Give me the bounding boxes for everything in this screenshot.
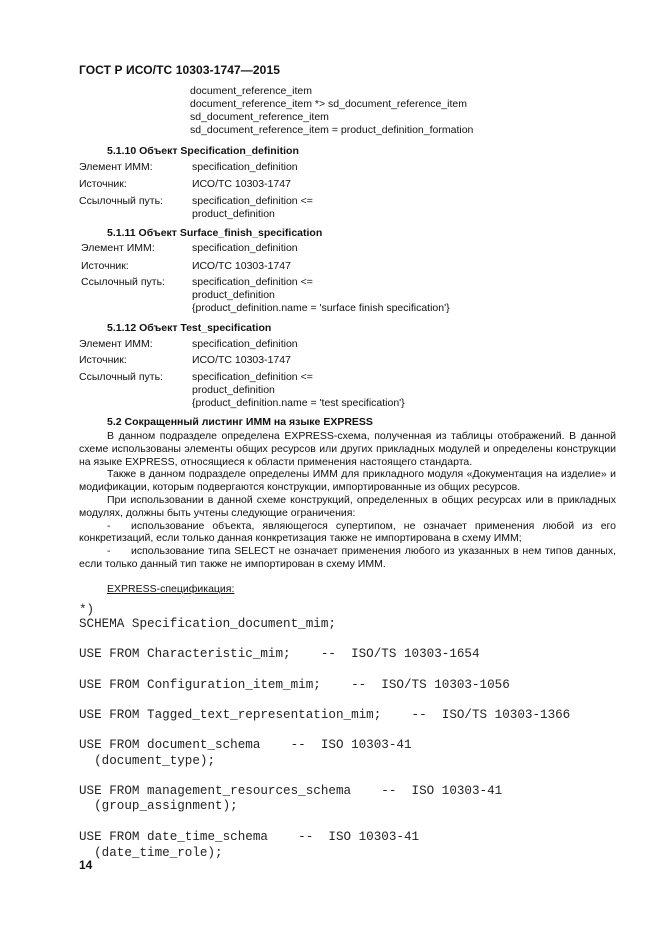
ref-path-line: specification_definition <=: [192, 276, 313, 288]
ref-line: sd_document_reference_item = product_definition_formation: [190, 124, 474, 136]
section-title: 5.1.11 Объект Surface_finish_specification: [107, 227, 323, 239]
ref-path-line: specification_definition <=: [192, 195, 313, 207]
code-line: *): [79, 603, 95, 617]
document-header: ГОСТ Р ИСО/ТС 10303-1747—2015: [79, 63, 280, 77]
list-item-text: использование объекта, являющегося супертипом, не означает применения любой из его конкретизаций, если только данная конкретизация также не импортирована в схему ИММ;: [79, 519, 616, 545]
code-line: USE FROM document_schema -- ISO 10303-41: [79, 738, 412, 752]
ref-path-line: {product_definition.name = 'test specification'}: [192, 397, 405, 409]
field-label: Элемент ИММ:: [79, 161, 153, 173]
field-label: Ссылочный путь:: [79, 371, 163, 383]
section-body: [79, 430, 616, 571]
code-line: USE FROM Characteristic_mim; -- ISO/TS 10303-1654: [79, 647, 480, 661]
ref-line: document_reference_item: [190, 85, 312, 97]
section-title: 5.1.10 Объект Specification_definition: [107, 145, 299, 157]
dash-marker: -: [107, 545, 111, 558]
ref-path-line: product_definition: [192, 289, 275, 301]
field-label: Элемент ИММ:: [81, 242, 155, 254]
ref-path: [192, 276, 450, 315]
code-line: SCHEMA Specification_document_mim;: [79, 617, 336, 631]
code-line: USE FROM date_time_schema -- ISO 10303-41: [79, 830, 420, 844]
code-line: (document_type);: [79, 754, 216, 768]
page-number: 14: [79, 858, 93, 872]
paragraph: В данном подразделе определена EXPRESS-схема, полученная из таблицы отображений. В данной схеме использованы элементы общих ресурсов или других прикладных модулей и определены конструкции на языке EXPRESS, относящиеся к области применения настоящего стандарта.: [79, 430, 616, 468]
code-line: USE FROM Configuration_item_mim; -- ISO/TS 10303-1056: [79, 678, 510, 692]
field-label: Источник:: [79, 178, 127, 190]
ref-line: document_reference_item *> sd_document_reference_item: [190, 98, 467, 110]
ref-path-line: {product_definition.name = 'surface finish specification'}: [192, 302, 450, 314]
code-line: (date_time_role);: [79, 846, 223, 860]
list-item: [79, 520, 616, 546]
section-title: 5.1.12 Объект Test_specification: [107, 322, 272, 334]
field-value: ИСО/ТС 10303-1747: [192, 260, 291, 272]
field-value: specification_definition: [192, 242, 298, 254]
field-value: ИСО/ТС 10303-1747: [192, 354, 291, 366]
ref-path-line: product_definition: [192, 384, 275, 396]
field-value: ИСО/ТС 10303-1747: [192, 178, 291, 190]
list-item: [79, 545, 616, 571]
field-label: Источник:: [79, 354, 127, 366]
dash-marker: -: [107, 519, 111, 532]
express-spec-title: EXPRESS-спецификация:: [107, 583, 235, 595]
field-value: specification_definition: [192, 161, 298, 173]
field-value: specification_definition: [192, 338, 298, 350]
code-line: (group_assignment);: [79, 799, 238, 813]
paragraph: Также в данном подразделе определены ИММ для прикладного модуля «Документация на изделие» и модификации, которым подвергаются конструкции, импортированные из общих ресурсов.: [79, 468, 616, 494]
field-label: Источник:: [81, 260, 129, 272]
ref-path-line: specification_definition <=: [192, 371, 313, 383]
section-title: 5.2 Сокращенный листинг ИММ на языке EXPRESS: [107, 416, 373, 428]
ref-line: sd_document_reference_item: [190, 111, 329, 123]
ref-path-line: product_definition: [192, 208, 275, 220]
code-line: USE FROM Tagged_text_representation_mim; -- ISO/TS 10303-1366: [79, 708, 571, 722]
ref-path: [192, 195, 313, 221]
paragraph: При использовании в данной схеме конструкций, определенных в общих ресурсах или в прикладных модулях, должны быть учтены следующие ограничения:: [79, 493, 616, 519]
field-label: Элемент ИММ:: [79, 338, 153, 350]
list-item-text: использование типа SELECT не означает применения любого из указанных в нем типов данных, если только данный тип также не импортирован в схему ИММ.: [79, 545, 616, 570]
ref-path: [192, 371, 405, 410]
field-label: Ссылочный путь:: [79, 195, 163, 207]
code-line: USE FROM management_resources_schema -- ISO 10303-41: [79, 784, 503, 798]
field-label: Ссылочный путь:: [81, 276, 165, 288]
